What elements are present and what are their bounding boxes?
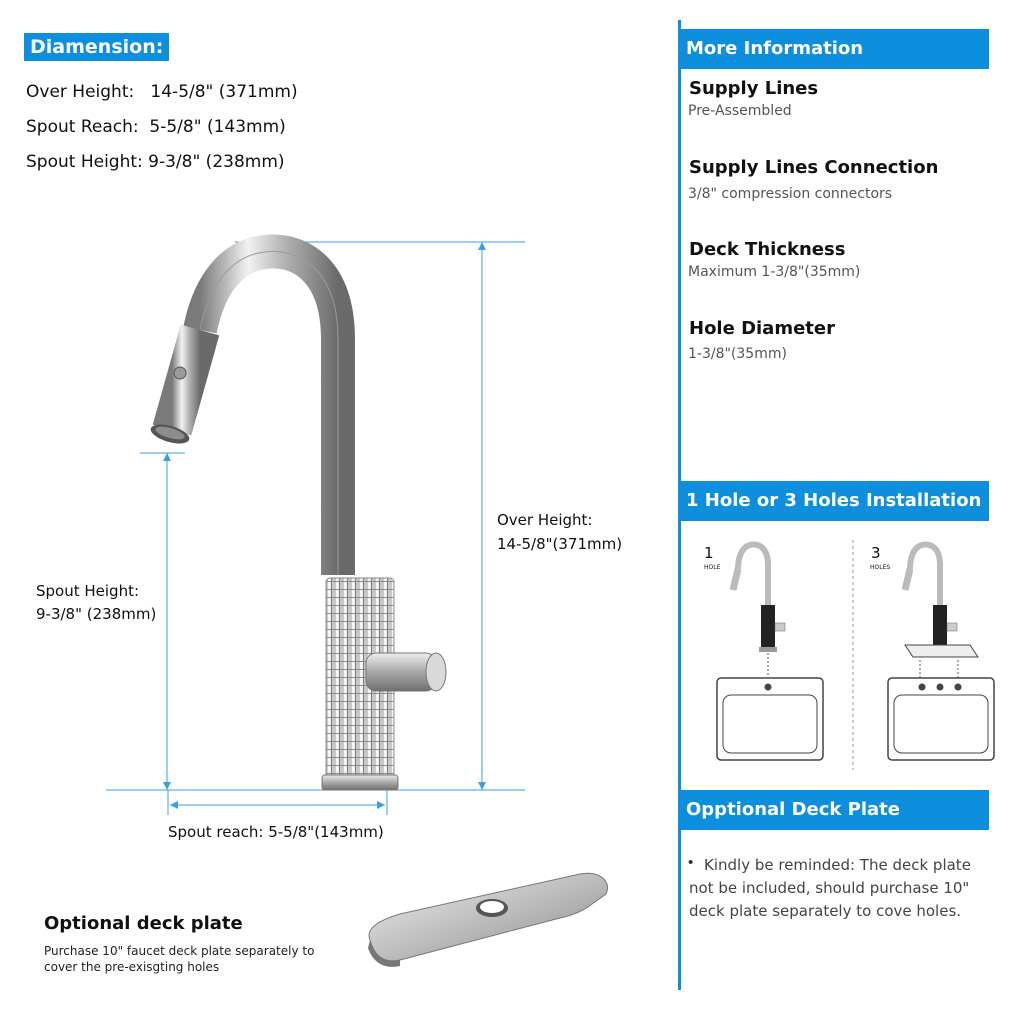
deck-plate-note-1: Kindly be reminded: The deck plate [704, 856, 971, 874]
deck-plate-bullet: • [688, 854, 694, 871]
one-hole-number: 1 [704, 544, 714, 562]
supply-lines-connection-title: Supply Lines Connection [689, 157, 939, 178]
installation-header: 1 Hole or 3 Holes Installation [678, 481, 989, 521]
supply-lines-connection-value: 3/8" compression connectors [688, 186, 893, 202]
optional-plate-desc-1: Purchase 10" faucet deck plate separately to [44, 944, 315, 958]
spout-height-value: 9-3/8" (238mm) [36, 605, 157, 623]
three-holes-number: 3 [871, 544, 881, 562]
over-height-label: Over Height: [497, 511, 593, 529]
more-info-header: More Information [678, 29, 989, 69]
one-hole-label: HOLE [704, 564, 721, 571]
spout-height-label: Spout Height: [36, 582, 140, 600]
one-hole-faucet-icon [717, 545, 823, 760]
installation-diagram [700, 535, 1000, 775]
hole-diameter-title: Hole Diameter [689, 318, 835, 339]
supply-lines-value: Pre-Assembled [688, 103, 792, 119]
supply-lines-title: Supply Lines [689, 78, 819, 99]
optional-plate-desc-2: cover the pre-exisgting holes [44, 960, 220, 974]
deck-plate-note-3: deck plate separately to cove holes. [689, 902, 962, 920]
three-holes-label: HOLES [870, 564, 891, 571]
deck-plate-note-2: not be included, should purchase 10" [689, 879, 970, 897]
spout-reach-spec: Spout Reach: 5-5/8" (143mm) [26, 117, 286, 137]
spout-height-spec: Spout Height: 9-3/8" (238mm) [26, 152, 285, 172]
over-height-spec: Over Height: 14-5/8" (371mm) [26, 82, 298, 102]
deck-plate-image [360, 868, 610, 978]
deck-thickness-value: Maximum 1-3/8"(35mm) [688, 264, 861, 280]
hole-diameter-value: 1-3/8"(35mm) [688, 346, 787, 362]
dimension-lines [106, 242, 525, 815]
deck-plate-header: Opptional Deck Plate [678, 790, 989, 830]
faucet-illustration [149, 252, 446, 790]
deck-thickness-title: Deck Thickness [689, 239, 846, 260]
dimension-tag: Diamension: [24, 33, 169, 61]
over-height-value: 14-5/8"(371mm) [497, 535, 623, 553]
spout-reach-label: Spout reach: 5-5/8"(143mm) [168, 823, 384, 841]
optional-plate-title: Optional deck plate [44, 913, 243, 934]
three-holes-faucet-icon [888, 545, 994, 760]
